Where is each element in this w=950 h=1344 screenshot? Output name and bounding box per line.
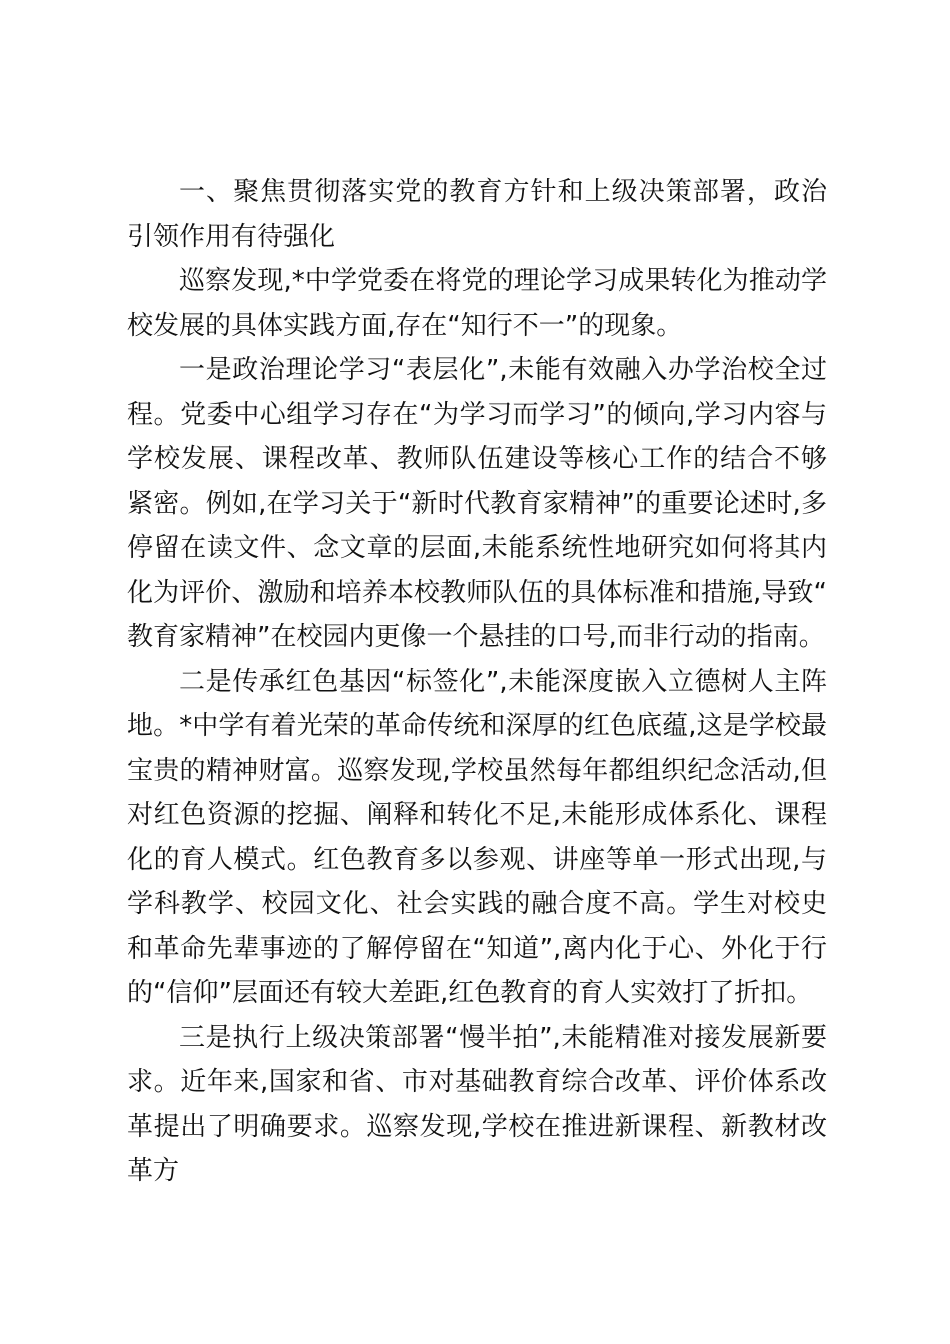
- paragraph-intro: 巡察发现,*中学党委在将党的理论学习成果转化为推动学校发展的具体实践方面,存在“知行不一”的现象。: [127, 266, 827, 341]
- paragraph-point-one: 一是政治理论学习“表层化”,未能有效融入办学治校全过程。党委中心组学习存在“为学习而学习”的倾向,学习内容与学校发展、课程改革、教师队伍建设等核心工作的结合不够紧密。例如,在学习关于“新时代教育家精神”的重要论述时,多停留在读文件、念文章的层面,未能系统性地研究如何将其内化为评价、激励和培养本校教师队伍的具体标准和措施,导致“教育家精神”在校园内更像一个悬挂的口号,而非行动的指南。: [127, 355, 827, 652]
- section-heading: 一、聚焦贯彻落实党的教育方针和上级决策部署，政治引领作用有待强化: [127, 177, 827, 252]
- document-body: [127, 170, 827, 1194]
- paragraph-point-three: 三是执行上级决策部署“慢半拍”,未能精准对接发展新要求。近年来,国家和省、市对基础教育综合改革、评价体系改革提出了明确要求。巡察发现,学校在推进新课程、新教材改革方: [127, 1022, 827, 1186]
- paragraph-point-two: 二是传承红色基因“标签化”,未能深度嵌入立德树人主阵地。*中学有着光荣的革命传统和深厚的红色底蕴,这是学校最宝贵的精神财富。巡察发现,学校虽然每年都组织纪念活动,但对红色资源的挖掘、阐释和转化不足,未能形成体系化、课程化的育人模式。红色教育多以参观、讲座等单一形式出现,与学科教学、校园文化、社会实践的融合度不高。学生对校史和革命先辈事迹的了解停留在“知道”,离内化于心、外化于行的“信仰”层面还有较大差距,红色教育的育人实效打了折扣。: [127, 666, 827, 1008]
